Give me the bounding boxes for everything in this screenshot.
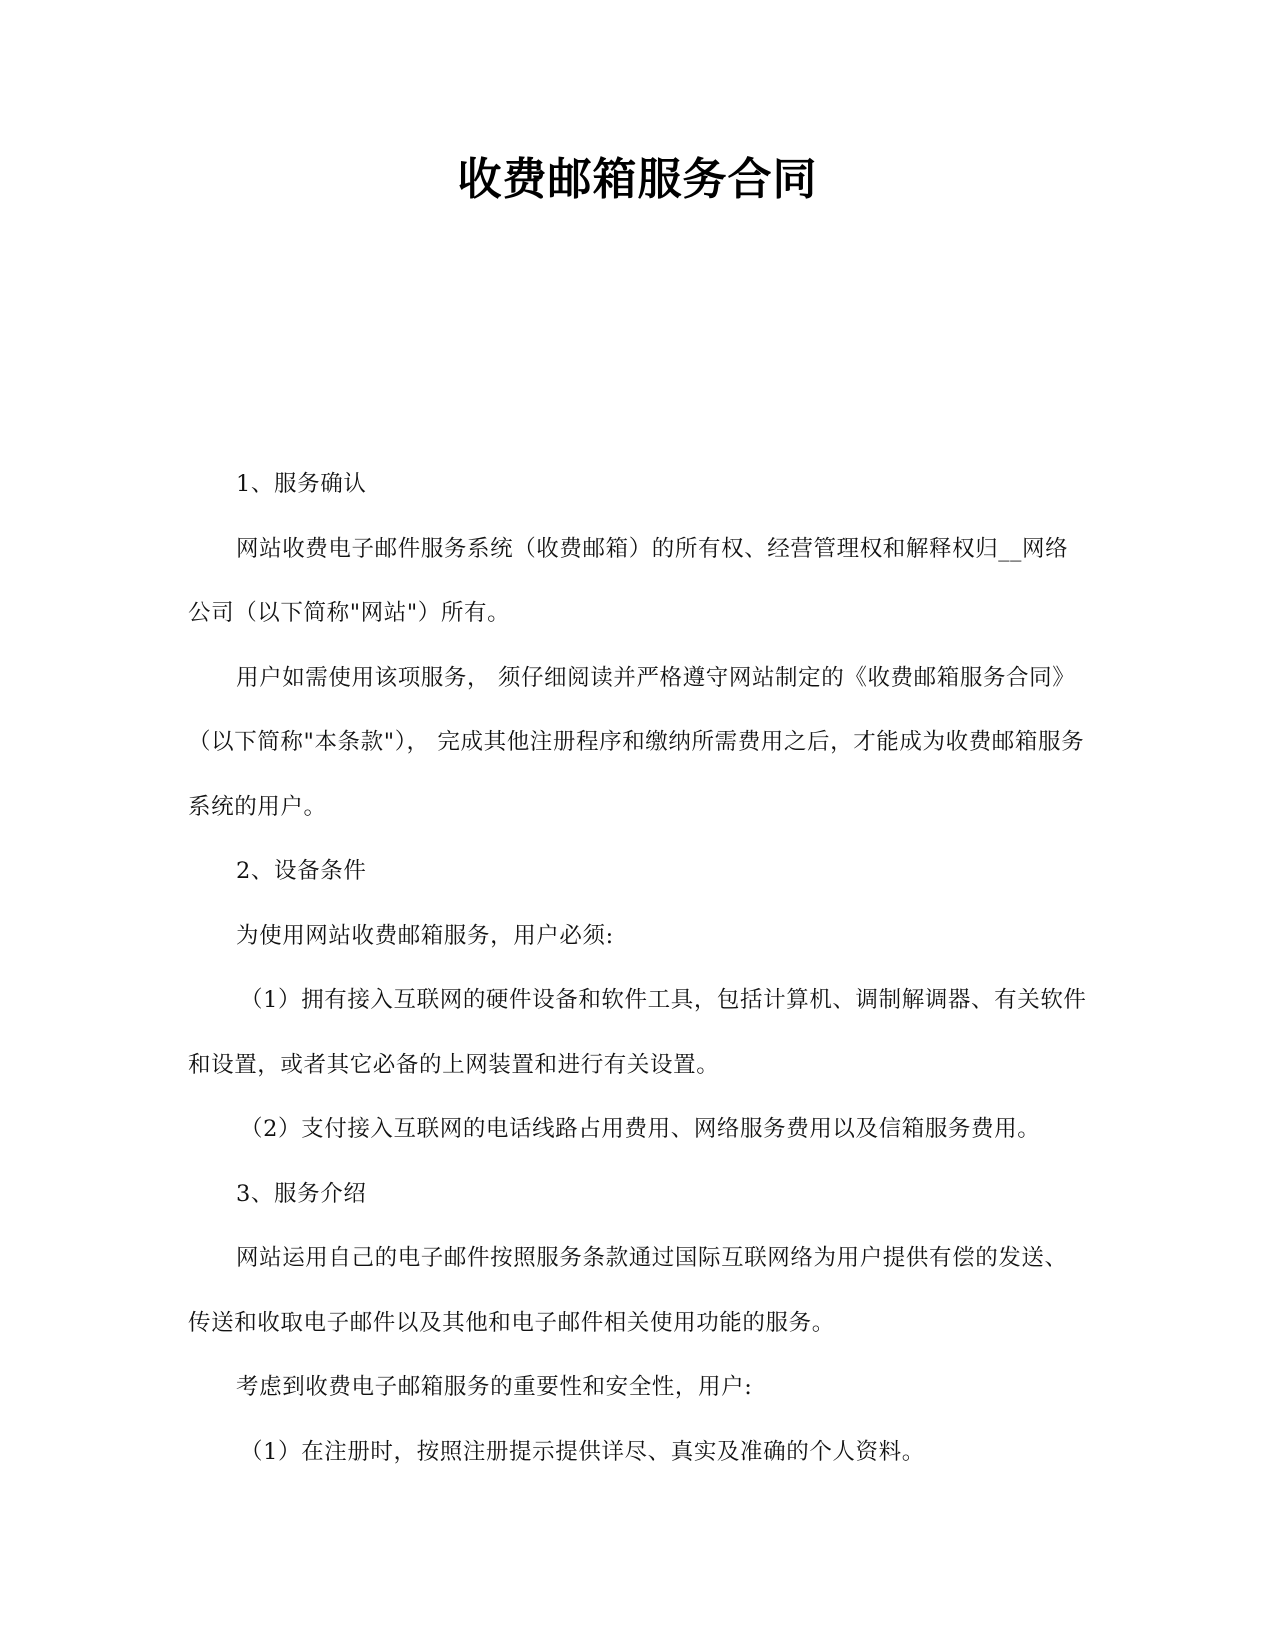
list-item: （1）在注册时，按照注册提示提供详尽、真实及准确的个人资料。 xyxy=(240,1438,925,1465)
body-paragraph: 用户如需使用该项服务， 须仔细阅读并严格遵守网站制定的《收费邮箱服务合同》（以下简称"本条款"）， 完成其他注册程序和缴纳所需费用之后，才能成为收费邮箱服务系统的用户。 xyxy=(188,664,1085,820)
list-item: （1）拥有接入互联网的硬件设备和软件工具，包括计算机、调制解调器、有关软件和设置，或者其它必备的上网装置和进行有关设置。 xyxy=(188,987,1087,1078)
section-heading-2: 2、设备条件 xyxy=(236,858,367,884)
document-body xyxy=(188,452,1088,1484)
list-item: （2）支付接入互联网的电话线路占用费用、网络服务费用以及信箱服务费用。 xyxy=(240,1116,1041,1142)
body-paragraph: 网站收费电子邮件服务系统（收费邮箱）的所有权、经营管理权和解释权归__网络公司（以下简称"网站"）所有。 xyxy=(188,535,1069,626)
body-paragraph: 为使用网站收费邮箱服务，用户必须: xyxy=(236,922,614,949)
section-heading-1: 1、服务确认 xyxy=(236,471,367,497)
section-heading-3: 3、服务介绍 xyxy=(236,1180,367,1207)
body-paragraph: 网站运用自己的电子邮件按照服务条款通过国际互联网络为用户提供有偿的发送、传送和收取电子邮件以及其他和电子邮件相关使用功能的服务。 xyxy=(188,1245,1068,1336)
body-paragraph: 考虑到收费电子邮箱服务的重要性和安全性，用户: xyxy=(236,1374,753,1400)
document-title: 收费邮箱服务合同 xyxy=(457,154,818,205)
